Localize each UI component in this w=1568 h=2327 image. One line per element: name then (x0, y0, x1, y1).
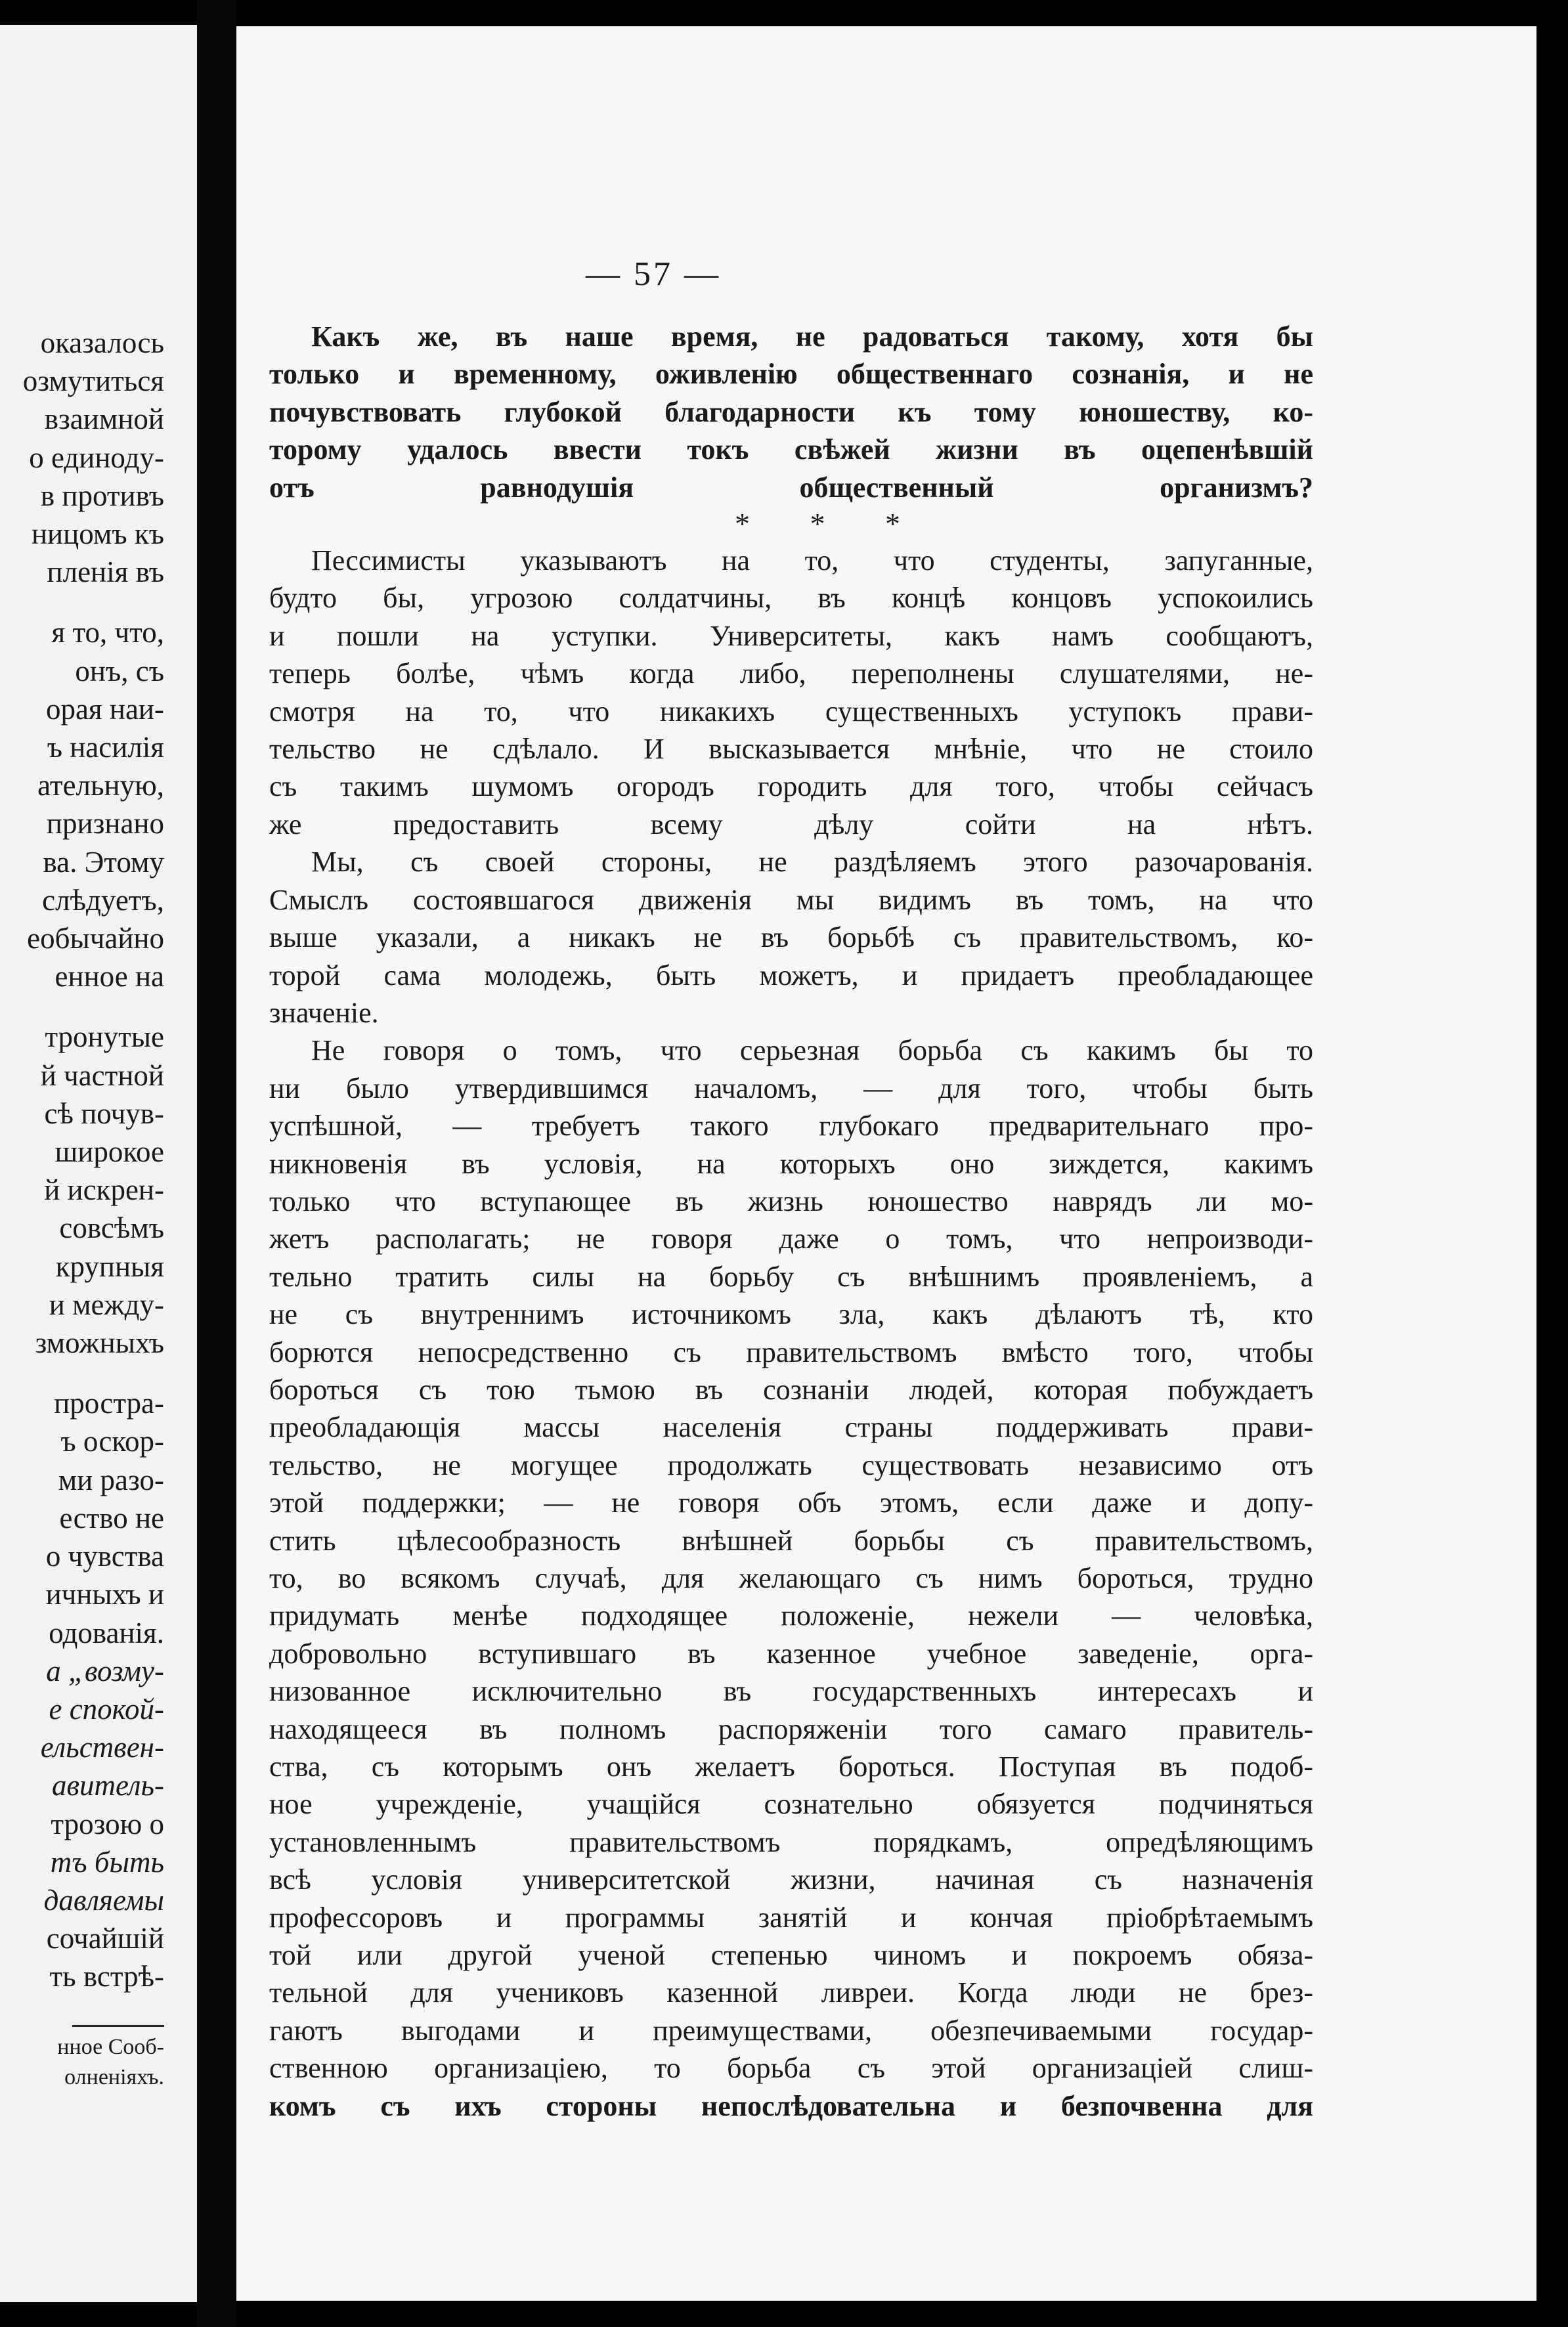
left-line: тронутые (45, 1020, 164, 1054)
left-line: крупныя (55, 1250, 164, 1283)
left-line: й искрен- (44, 1173, 164, 1207)
left-line: взаимной (44, 402, 164, 436)
left-line: ть встрѣ- (49, 1960, 164, 1993)
left-line: зможныхъ (35, 1326, 164, 1360)
left-line-italic: давляемы (43, 1883, 164, 1917)
left-line: совсѣмъ (59, 1211, 164, 1245)
footnote-line: олненіяхъ. (64, 2064, 164, 2089)
left-page-text (23, 324, 164, 2093)
left-line: й частной (40, 1058, 164, 1092)
left-page-fragment (0, 25, 197, 2302)
left-line: сочайшій (46, 1922, 164, 1955)
paragraph-4: Не говоря о томъ, что серьезная борьба съ какимъ бы то ни было утвердившимся началомъ, — для того, чтобы быть успѣшной, — требуетъ такого глубокаго предварительнаго про- никновенія въ условія, на которыхъ оно зиждется, какимъ только что вступающее въ жизнь юношество наврядъ ли мо- жетъ располагать; не говоря даже о томъ, что непроизводи- тельно тратить силы на борьбу съ внѣшнимъ проявленіемъ, а не съ внутреннимъ источникомъ зла, какъ дѣлаютъ тѣ, кто борются непосредственно съ правительствомъ вмѣсто того, чтобы бороться съ тою тьмою въ сознаніи людей, которая побуждаетъ преобладающія массы населенія страны поддерживать прави- тельство, не могущее продолжать существовать независимо отъ этой поддержки; — не говоря объ этомъ, если даже и допу- стить цѣлесообразность внѣшней борьбы съ правительствомъ, то, во всякомъ случаѣ, для желающаго съ нимъ бороться, трудно придумать менѣе подходящее положеніе, нежели — человѣка, добровольно вступившаго въ казенное учебное заведеніе, орга- низованное исключительно въ государственныхъ интересахъ и находящееся въ полномъ распоряженіи того самаго правитель- ства, съ которымъ онъ желаетъ бороться. Поступая въ подоб- ное учрежденіе, учащійся сознательно обязуется подчиняться установленнымъ правительствомъ порядкамъ, опредѣляющимъ всѣ условія университетской жизни, начиная съ назначенія профессоровъ и программы занятій и кончая пріобрѣтаемымъ той или другой ученой степенью чиномъ и покроемъ обяза- тельной для учениковъ казенной ливреи. Когда люди не брез- гаютъ выгодами и преимуществами, обезпечиваемыми государ- ственною организаціею, то борьба съ этой организаціей слиш- комъ съ ихъ стороны непослѣдовательна и безпочвенна для (269, 1034, 1313, 2122)
left-line: енное на (54, 960, 164, 993)
left-line: ательную, (37, 769, 164, 802)
left-line: ество не (59, 1501, 164, 1534)
paragraph-1: Какъ же, въ наше время, не радоваться такому, хотя бы только и временному, оживленію общественнаго сознанія, и не почувствовать глубокой благодарности къ тому юношеству, ко- торому удалось ввести токъ свѣжей жизни въ оцепенѣвшій отъ равнодушія общественный организмъ? (269, 320, 1313, 504)
left-line: трозою о (51, 1807, 164, 1840)
footnote-rule (72, 2025, 164, 2027)
left-line: ва. Этому (43, 845, 164, 879)
left-line-italic: ельствен- (40, 1731, 164, 1764)
left-line: ми разо- (58, 1463, 164, 1496)
left-line: озмутиться (22, 364, 164, 398)
left-line-italic: а „возму- (46, 1654, 164, 1687)
right-page (236, 26, 1536, 2301)
left-line: в противъ (40, 479, 164, 512)
left-line: онъ, съ (75, 654, 164, 687)
paragraph-2: Пессимисты указываютъ на то, что студенты, запуганные, будто бы, угрозою солдатчины, въ концѣ концовъ успокоились и пошли на уступки. Университеты, какъ намъ сообщаютъ, теперь болѣе, чѣмъ когда либо, переполнены слушателями, не- смотря на то, что никакихъ существенныхъ уступокъ прави- тельство не сдѣлало. И высказывается мнѣніе, что не стоило съ такимъ шумомъ огородъ городить для того, чтобы сейчасъ же предоставить всему дѣлу сойти на нѣтъ. (269, 544, 1313, 840)
left-line: широкое (54, 1135, 164, 1169)
left-line: о единоду- (29, 441, 164, 474)
body-text (269, 318, 1313, 2125)
footnote-line: нное Сооб- (57, 2034, 164, 2059)
section-divider-asterisks: * * * (735, 507, 926, 541)
left-line-italic: авитель- (52, 1769, 164, 1802)
left-line-italic: тъ быть (50, 1845, 164, 1879)
left-line: о чувства (45, 1540, 164, 1573)
left-line: пленія въ (47, 555, 164, 589)
left-line: оказалось (40, 326, 164, 359)
left-line: простра- (54, 1387, 164, 1420)
left-line: я то, что, (51, 616, 164, 649)
left-line: ичныхъ и (45, 1578, 164, 1611)
left-line: сѣ почув- (44, 1097, 164, 1130)
left-line: слѣдуетъ, (42, 883, 164, 917)
left-line-italic: е спокой- (49, 1692, 164, 1726)
left-line: ницомъ къ (31, 517, 164, 551)
left-line: и между- (49, 1288, 164, 1321)
left-line: ъ насилія (47, 731, 164, 764)
left-line: одованія. (49, 1616, 164, 1649)
left-line: признано (46, 807, 164, 840)
paragraph-3: Мы, съ своей стороны, не раздѣляемъ этого разочарованія. Смыслъ состоявшагося движенія мы видимъ въ томъ, на что выше указали, а никакъ не въ борьбѣ съ правительствомъ, ко- торой сама молодежь, быть можетъ, и придаетъ преобладающее значеніе. (269, 846, 1313, 1029)
book-gutter (197, 0, 236, 2327)
left-line: ъ оскор- (60, 1425, 164, 1458)
left-line: еобычайно (27, 922, 164, 955)
left-line: орая наи- (45, 692, 164, 726)
page-number: — 57 — (586, 255, 721, 293)
